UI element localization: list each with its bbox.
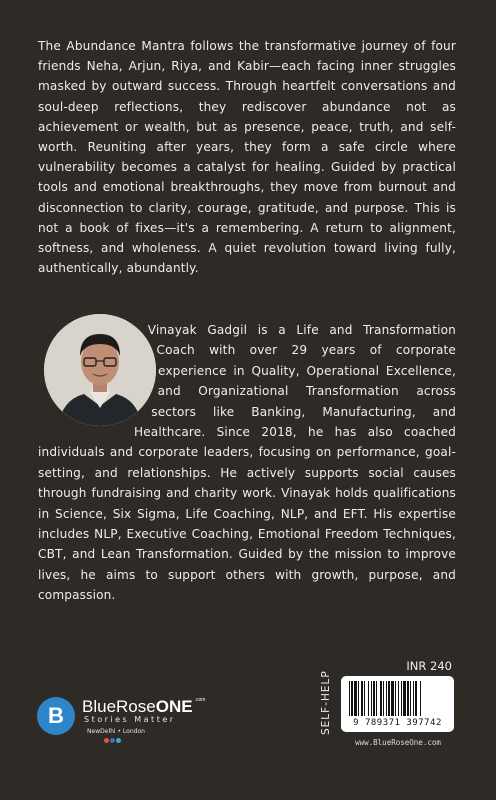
publisher-name <box>82 697 205 717</box>
logo-letter: B <box>48 703 64 728</box>
price-label: INR 240 <box>406 659 452 673</box>
photo-text-wrap <box>38 320 158 440</box>
publisher-name-part1: BlueRose <box>82 697 156 716</box>
social-icons <box>104 738 121 743</box>
twitter-icon <box>116 738 121 743</box>
instagram-icon <box>104 738 109 743</box>
isbn-barcode <box>341 676 454 732</box>
author-bio <box>38 320 456 606</box>
publisher-name-superscript: .com <box>194 697 206 703</box>
genre-label: SELF-HELP <box>320 670 332 735</box>
barcode-icon <box>347 681 448 717</box>
back-cover-blurb: The Abundance Mantra follows the transformative journey of four friends Neha, Arjun, Riya, and Kabir—each facing inner struggles masked by outward success. Through heartfelt conversations and soul-deep reflections, they rediscover abundance not as achievement or wealth, but as presence, peace, truth, and self-worth. Reuniting after years, they form a safe circle where vulnerability becomes a catalyst for healing. Guided by practical tools and emotional breakthroughs, they move from burnout and disconnection to clarity, courage, gratitude, and purpose. This is not a book of fixes—it's a remembering. A return to alignment, softness, and wholeness. A quiet revolution toward living fully, authentically, abundantly. <box>38 39 456 276</box>
publisher-cities: NewDelhi • London <box>87 728 145 735</box>
publisher-name-part2: ONE <box>155 697 193 716</box>
facebook-icon <box>110 738 115 743</box>
author-bio-text: Vinayak Gadgil is a Life and Transformation Coach with over 29 years of corporate experience in Quality, Operational Excellence, and Organizational Transformation across sectors like Banking, Manufacturing, and Healthcare. Since 2018, he has also coached individuals and corporate leaders, focusing on performance, goal-setting, and relationships. He actively supports social causes through fundraising and charity work. Vinayak holds qualifications in Science, Six Sigma, Life Coaching, NLP, and EFT. His expertise includes NLP, Executive Coaching, Emotional Freedom Techniques, CBT, and Lean Transformation. Guided by the mission to improve lives, he aims to support others with growth, purpose, and compassion. <box>38 323 456 603</box>
publisher-tagline: Stories Matter <box>84 715 176 724</box>
publisher-website: www.BlueRoseOne.com <box>355 738 441 747</box>
isbn-number: 9 789371 397742 <box>353 718 442 728</box>
bluerose-logo-icon <box>37 697 75 735</box>
